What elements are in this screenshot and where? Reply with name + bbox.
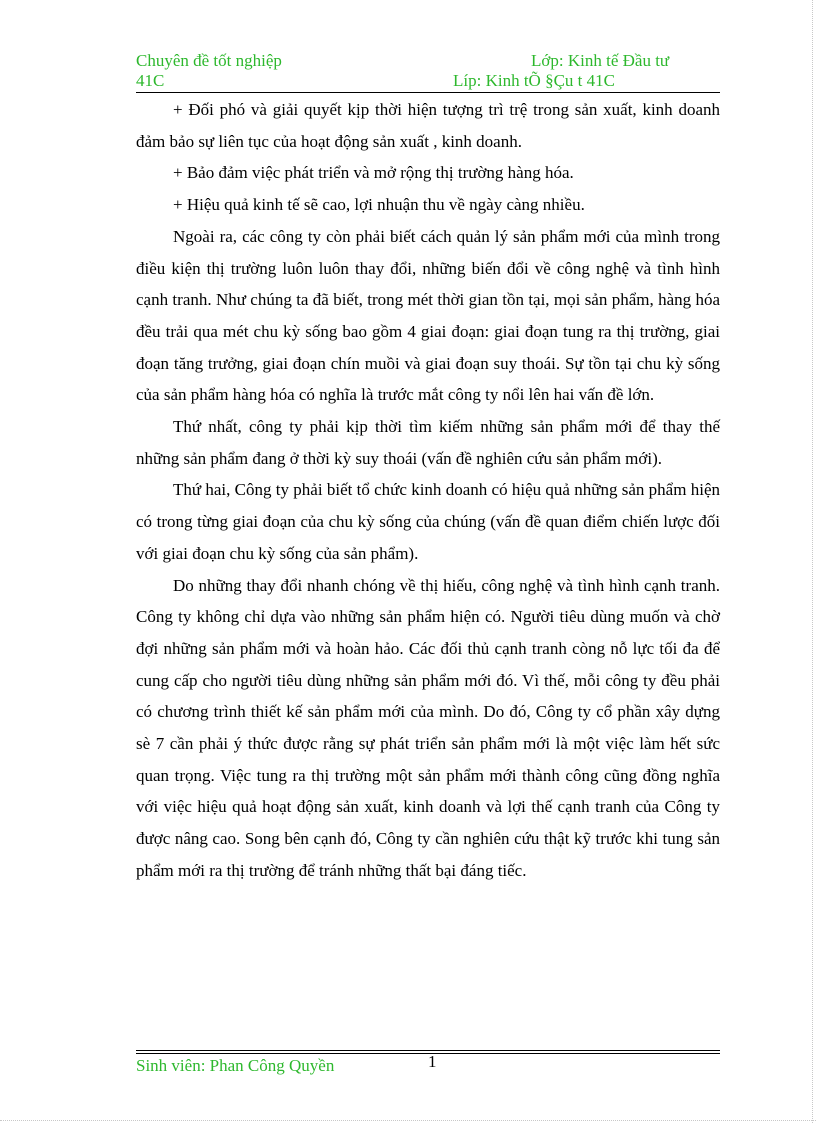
footer-divider-thin (136, 1050, 720, 1051)
header-class-code: 41C (136, 71, 165, 90)
header-class-label-garbled: Líp: Kinh tÕ §Çu t 41C (453, 71, 615, 90)
bullet-paragraph-2: + Bảo đảm việc phát triển và mở rộng thị trường hàng hóa. (173, 163, 574, 183)
paragraph-new-product-development: Do những thay đổi nhanh chóng về thị hiếu, công nghệ và tình hình cạnh tranh. Công ty không chỉ dựa vào những sản phẩm hiện có. Người tiêu dùng muốn và chờ đợi những sản phẩm mới và hoàn hảo. Các đối thủ cạnh tranh còng nỗ lực tối đa để cung cấp cho người tiêu dùng những sản phẩm mới đó. Vì thế, mỗi công ty đều phải có chương trình thiết kế sản phẩm mới của mình. Do đó, Công ty cổ phần xây dựng sè 7 cần phải ý thức được rằng sự phát triển sản phẩm mới là một việc làm hết sức quan trọng. Việc tung ra thị trường một sản phẩm mới thành công cũng đồng nghĩa với việc hiệu quả hoạt động sản xuất, kinh doanh và lợi thế cạnh tranh của Công ty được nâng cao. Song bên cạnh đó, Công ty cần nghiên cứu thật kỹ trước khi tung sản phẩm mới ra thị trường để tránh những thất bại đáng tiếc. (136, 575, 720, 880)
paragraph-product-lifecycle: Ngoài ra, các công ty còn phải biết cách quản lý sản phẩm mới của mình trong điều kiện thị trường luôn luôn thay đổi, những biến đổi về công nghệ và tình hình cạnh tranh. Như chúng ta đã biết, trong mét thời gian tồn tại, mọi sản phẩm, hàng hóa đều trải qua mét chu kỳ sống bao gồm 4 giai đoạn: giai đoạn tung ra thị trường, giai đoạn tăng trưởng, giai đoạn chín muồi và giai đoạn suy thoái. Sự tồn tại chu kỳ sống của sản phẩm hàng hóa có nghĩa là trước mắt công ty nổi lên hai vấn đề lớn. (136, 226, 720, 405)
page-number: 1 (428, 1052, 437, 1071)
footer-student-name: Sinh viên: Phan Công Quyền (136, 1056, 335, 1075)
bullet-paragraph-3: + Hiệu quả kinh tế sẽ cao, lợi nhuận thu về ngày càng nhiều. (173, 195, 585, 215)
document-body (136, 94, 720, 887)
paragraph-first-issue: Thứ nhất, công ty phải kịp thời tìm kiếm những sản phẩm mới để thay thế những sản phẩm đang ở thời kỳ suy thoái (vấn đề nghiên cứu sản phẩm mới). (136, 417, 720, 468)
paragraph-second-issue: Thứ hai, Công ty phải biết tổ chức kinh doanh có hiệu quả những sản phẩm hiện có trong từng giai đoạn của chu kỳ sống của chúng (vấn đề quan điểm chiến lược đối với giai đoạn chu kỳ sống của sản phẩm). (136, 480, 720, 563)
page-right-edge (812, 0, 813, 1123)
header-course-title: Chuyên đề tốt nghiệp (136, 51, 282, 70)
page-bottom-edge (0, 1120, 816, 1121)
header-divider (136, 92, 720, 93)
bullet-paragraph-1: + Đối phó và giải quyết kịp thời hiện tượng trì trệ trong sản xuất, kinh doanh đảm bảo sự liên tục của hoạt động sản xuất , kinh doanh. (136, 100, 720, 151)
header-class-label: Lớp: Kinh tế Đầu tư (531, 51, 670, 70)
